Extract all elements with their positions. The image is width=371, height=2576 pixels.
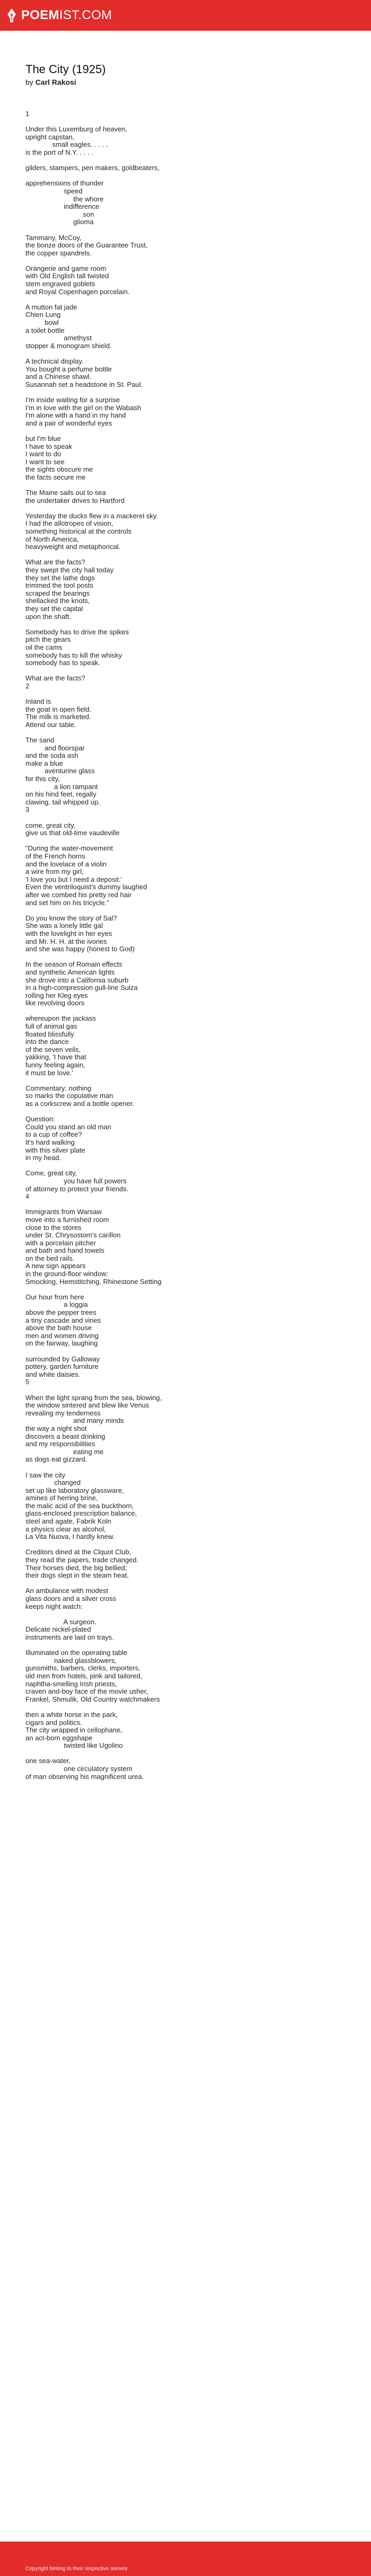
byline-prefix: by xyxy=(25,78,36,86)
site-logo[interactable] xyxy=(6,8,112,23)
site-logo-text: POEMIST.COM xyxy=(21,8,112,22)
site-header xyxy=(0,0,371,31)
pen-nib-icon xyxy=(6,8,17,23)
footer-copyright: Copyright belong to their respective owners xyxy=(25,2566,128,2572)
poem-title: The City (1925) xyxy=(25,63,106,76)
poem-content xyxy=(25,31,343,2542)
poem-byline xyxy=(25,78,76,86)
poem-author-link[interactable]: Carl Rakosi xyxy=(35,78,76,86)
site-footer xyxy=(0,2542,371,2576)
poem-body: 1 Under this Luxemburg of heaven, upright capstan, small eagles. . . . . is the port of N.Y. . . . . gilders, stampers, pen makers, goldbeaters, apprehensions of thunder speed the whore indifference son glioma Tammany, McCoy, the bonze doors of the Guarantee Trust, the copper spandrels. Orangerie and game room with Old English tall twisted stem engraved goblets and Royal Copenhagen porcelain. A mutton fat jade Chien Lung bowl a toilet bottle amethyst stopper & monogram shield. A technical display. You bought a perfume bottle and a Chinese shawl. Susannah set a headstone in St. Paul. I'm inside waiting for a surprise I'm in love with the girl on the Wabash I'm alone with a hand in my hand and a pair of wonderful eyes but I'm blue I have to speak I want to do I want to see the sights obscure me the facts secure me The Maine sails out to sea the undertaker drives to Hartford Yesterday the ducks flew in a mackerel sky. I had the allotropes of vision, something historical at the controls of North America, heavyweight and metaphorical. What are the facts? they swept the city hall today they set the lathe dogs trimmed the tool posts scraped the bearings shellacked the knots, they set the capital upon the shaft. Somebody has to drive the spikes pitch the gears oil the cams somebody has to kill the whisky somebody has to speak. What are the facts? 2 Inland is the goat in open field. The milk is marketed. Attend our table. The sand and floorspar and the soda ash make a blue aventurine glass for this city, a lion rampant on his hind feet, regally clawing, tail whipped up. 3 come, great city, give us that old-time vaudeville "During the water-movement of the French horns and the lovelace of a violin a wire from my girl, 'I love you but I need a deposit.' Even the ventriloquist's dummy laughed after we combed his pretty red hair and set him on his tricycle." Do you know the story of Sal? She was a lonely little gal with the lovelight in her eyes and Mr. H. H. at the ivories and she was happy (honest to God) In the season of Romain effects and synthetic American lights she drove into a California suburb in a high-compression gull-line Suiza rolling her Kleg eyes like revolving doors whereupon the jackass full of animal gas floated blissfully into the dance of the seven veils, yakking, 'I have that funny feeling again, it must be love.' Commentary: nothing so marks the copulative man as a corkscrew and a bottle opener. Question: Could you stand an old man to a cup of coffee? It's hard walking with this silver plate in my head. Come, great city, you have full powers of attorney to protect your friends. 4 Immigrants from Warsaw move into a furnished room close to the stores under St. Chrysostom's carillon with a porcelain pitcher and bath and hand towels on the bed rails. A new sign appears in the ground-floor window: Smocking, Hemstitching, Rhinestone Setting Our hour from here a loggia above the pepper trees a tiny cascade and vines above the bath house men and women driving on the fairway, laughing surrounded by Galloway pottery, garden furniture and white daisies. 5 When the light sprang from the sea, blowing, the window sintered and blew like Venus revealing my tenderness and many minds the way a night shot discovers a beast drinking and my responsibilities eating me as dogs eat gizzard. I saw the city changed set up like laboratory glassware, amines of herring brine, the malic acid of the sea buckthorn, glass-enclosed prescription balance, steel and agate, Fabrik Koln a physics clear as alcohol, La Vita Nuova, I hardly knew. Creditors dined at the Clquot Club, they read the papers, trade changed. Their horses died, the big bellied; their dogs slept in the steam heat. An ambulance with modest glass doors and a silver cross keeps night watch: A surgeon. Delicate nickel-plated instruments are laid on trays. Illuminated on the operating table naked glassblowers, gunsmiths, barbers, clerks, importers, old men from hotels, pink and tailored, naphtha-smelling Irish priests, craven and-boy face of the movie usher, Frankel, Shmulik, Old Country watchmakers then a white horse in the park, cigars and politics. The city wrapped in cellophane, an act-born eggshape twisted like Ugolino one sea-water, one circulatory system of man observing his magnificent urea. xyxy=(25,110,162,1781)
